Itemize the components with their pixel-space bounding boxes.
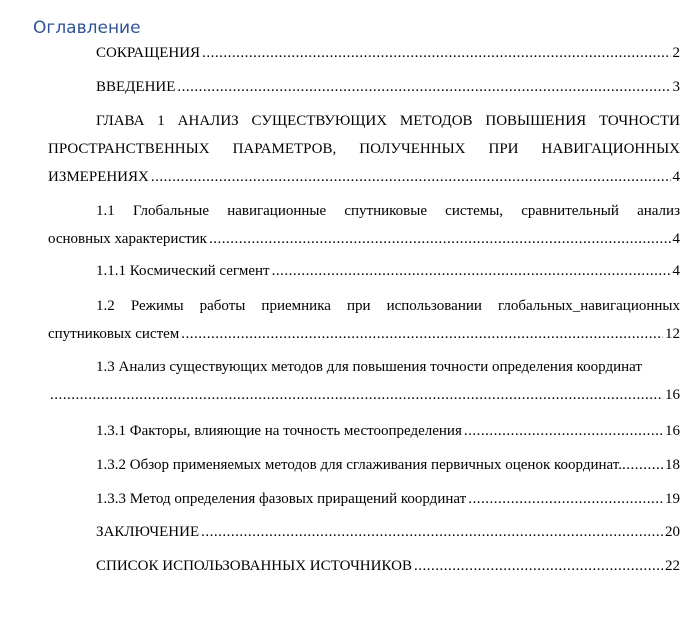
dot-leader — [464, 417, 663, 445]
toc-entry-page: 12 — [665, 326, 680, 342]
toc-entry-conclusion[interactable] — [48, 518, 680, 546]
toc-entry-title: ВВЕДЕНИЕ — [96, 79, 176, 95]
toc-entry-page: 16 — [665, 387, 680, 403]
dot-leader — [202, 39, 670, 67]
toc-entry-1-3-2[interactable] — [48, 451, 680, 479]
dot-leader — [209, 225, 671, 253]
toc-entry-title-line: 1.1 Глобальные навигационные спутниковые системы, сравнительный анализ — [96, 203, 680, 219]
toc-entry-page: 18 — [665, 457, 680, 473]
toc-entry-page: 4 — [672, 169, 680, 185]
toc-entry-page: 16 — [665, 423, 680, 439]
dot-leader — [272, 257, 671, 285]
toc-entry-title-line: ПРОСТРАНСТВЕННЫХ ПАРАМЕТРОВ, ПОЛУЧЕННЫХ ПРИ НАВИГАЦИОННЫХ — [48, 141, 680, 157]
toc-entry-title: 1.3.1 Факторы, влияющие на точность местоопределения — [96, 423, 462, 439]
toc-entry-page: 3 — [672, 79, 680, 95]
toc-entry-title-line: спутниковых систем — [48, 326, 180, 342]
toc-entry-title: 1.1.1 Космический сегмент — [96, 263, 270, 279]
toc-entry-1-2[interactable] — [48, 292, 680, 348]
toc-entry-title: 1.3.3 Метод определения фазовых приращений координат — [96, 491, 467, 507]
dot-leader — [468, 485, 663, 513]
toc-entry-title: 1.3.2 Обзор применяемых методов для сглаживания первичных оценок координат. — [96, 457, 622, 473]
dot-leader — [414, 552, 663, 580]
toc-entry-title-line: ГЛАВА 1 АНАЛИЗ СУЩЕСТВУЮЩИХ МЕТОДОВ ПОВЫШЕНИЯ ТОЧНОСТИ — [96, 113, 680, 129]
toc-entry-title: СПИСОК ИСПОЛЬЗОВАННЫХ ИСТОЧНИКОВ — [96, 558, 412, 574]
toc-entry-1-3[interactable] — [48, 353, 680, 409]
toc-entry-title-line: ИЗМЕРЕНИЯХ — [48, 169, 149, 185]
toc-entry-page: 4 — [672, 263, 680, 279]
dot-leader — [177, 73, 670, 101]
toc-entry-page: 2 — [672, 45, 680, 61]
toc-entry-1-1[interactable] — [48, 197, 680, 253]
toc-entry-page: 20 — [665, 524, 680, 540]
toc-entry-abbreviations[interactable] — [48, 39, 680, 67]
toc-entry-1-1-1[interactable] — [48, 257, 680, 285]
dot-leader — [201, 518, 663, 546]
toc-entry-page: 4 — [672, 231, 680, 247]
toc-entry-chapter-1[interactable] — [48, 107, 680, 191]
toc-entry-title: ЗАКЛЮЧЕНИЕ — [96, 524, 200, 540]
toc-entry-page: 19 — [665, 491, 680, 507]
toc-entry-references[interactable] — [48, 552, 680, 580]
dot-leader — [181, 320, 663, 348]
toc-entry-title-line: 1.2 Режимы работы приемника при использовании глобальных_навигационных — [96, 298, 680, 314]
toc-entry-1-3-3[interactable] — [48, 485, 680, 513]
toc-entry-title-line: основных характеристик — [48, 231, 207, 247]
toc-entry-title-line: 1.3 Анализ существующих методов для повышения точности определения координат — [96, 359, 642, 375]
dot-leader — [622, 451, 665, 479]
toc-entry-title: СОКРАЩЕНИЯ — [96, 45, 201, 61]
dot-leader — [50, 381, 663, 409]
dot-leader — [151, 163, 671, 191]
toc-entry-1-3-1[interactable] — [48, 417, 680, 445]
toc-heading: Оглавление — [33, 18, 141, 38]
toc-entry-page: 22 — [665, 558, 680, 574]
toc-entry-introduction[interactable] — [48, 73, 680, 101]
